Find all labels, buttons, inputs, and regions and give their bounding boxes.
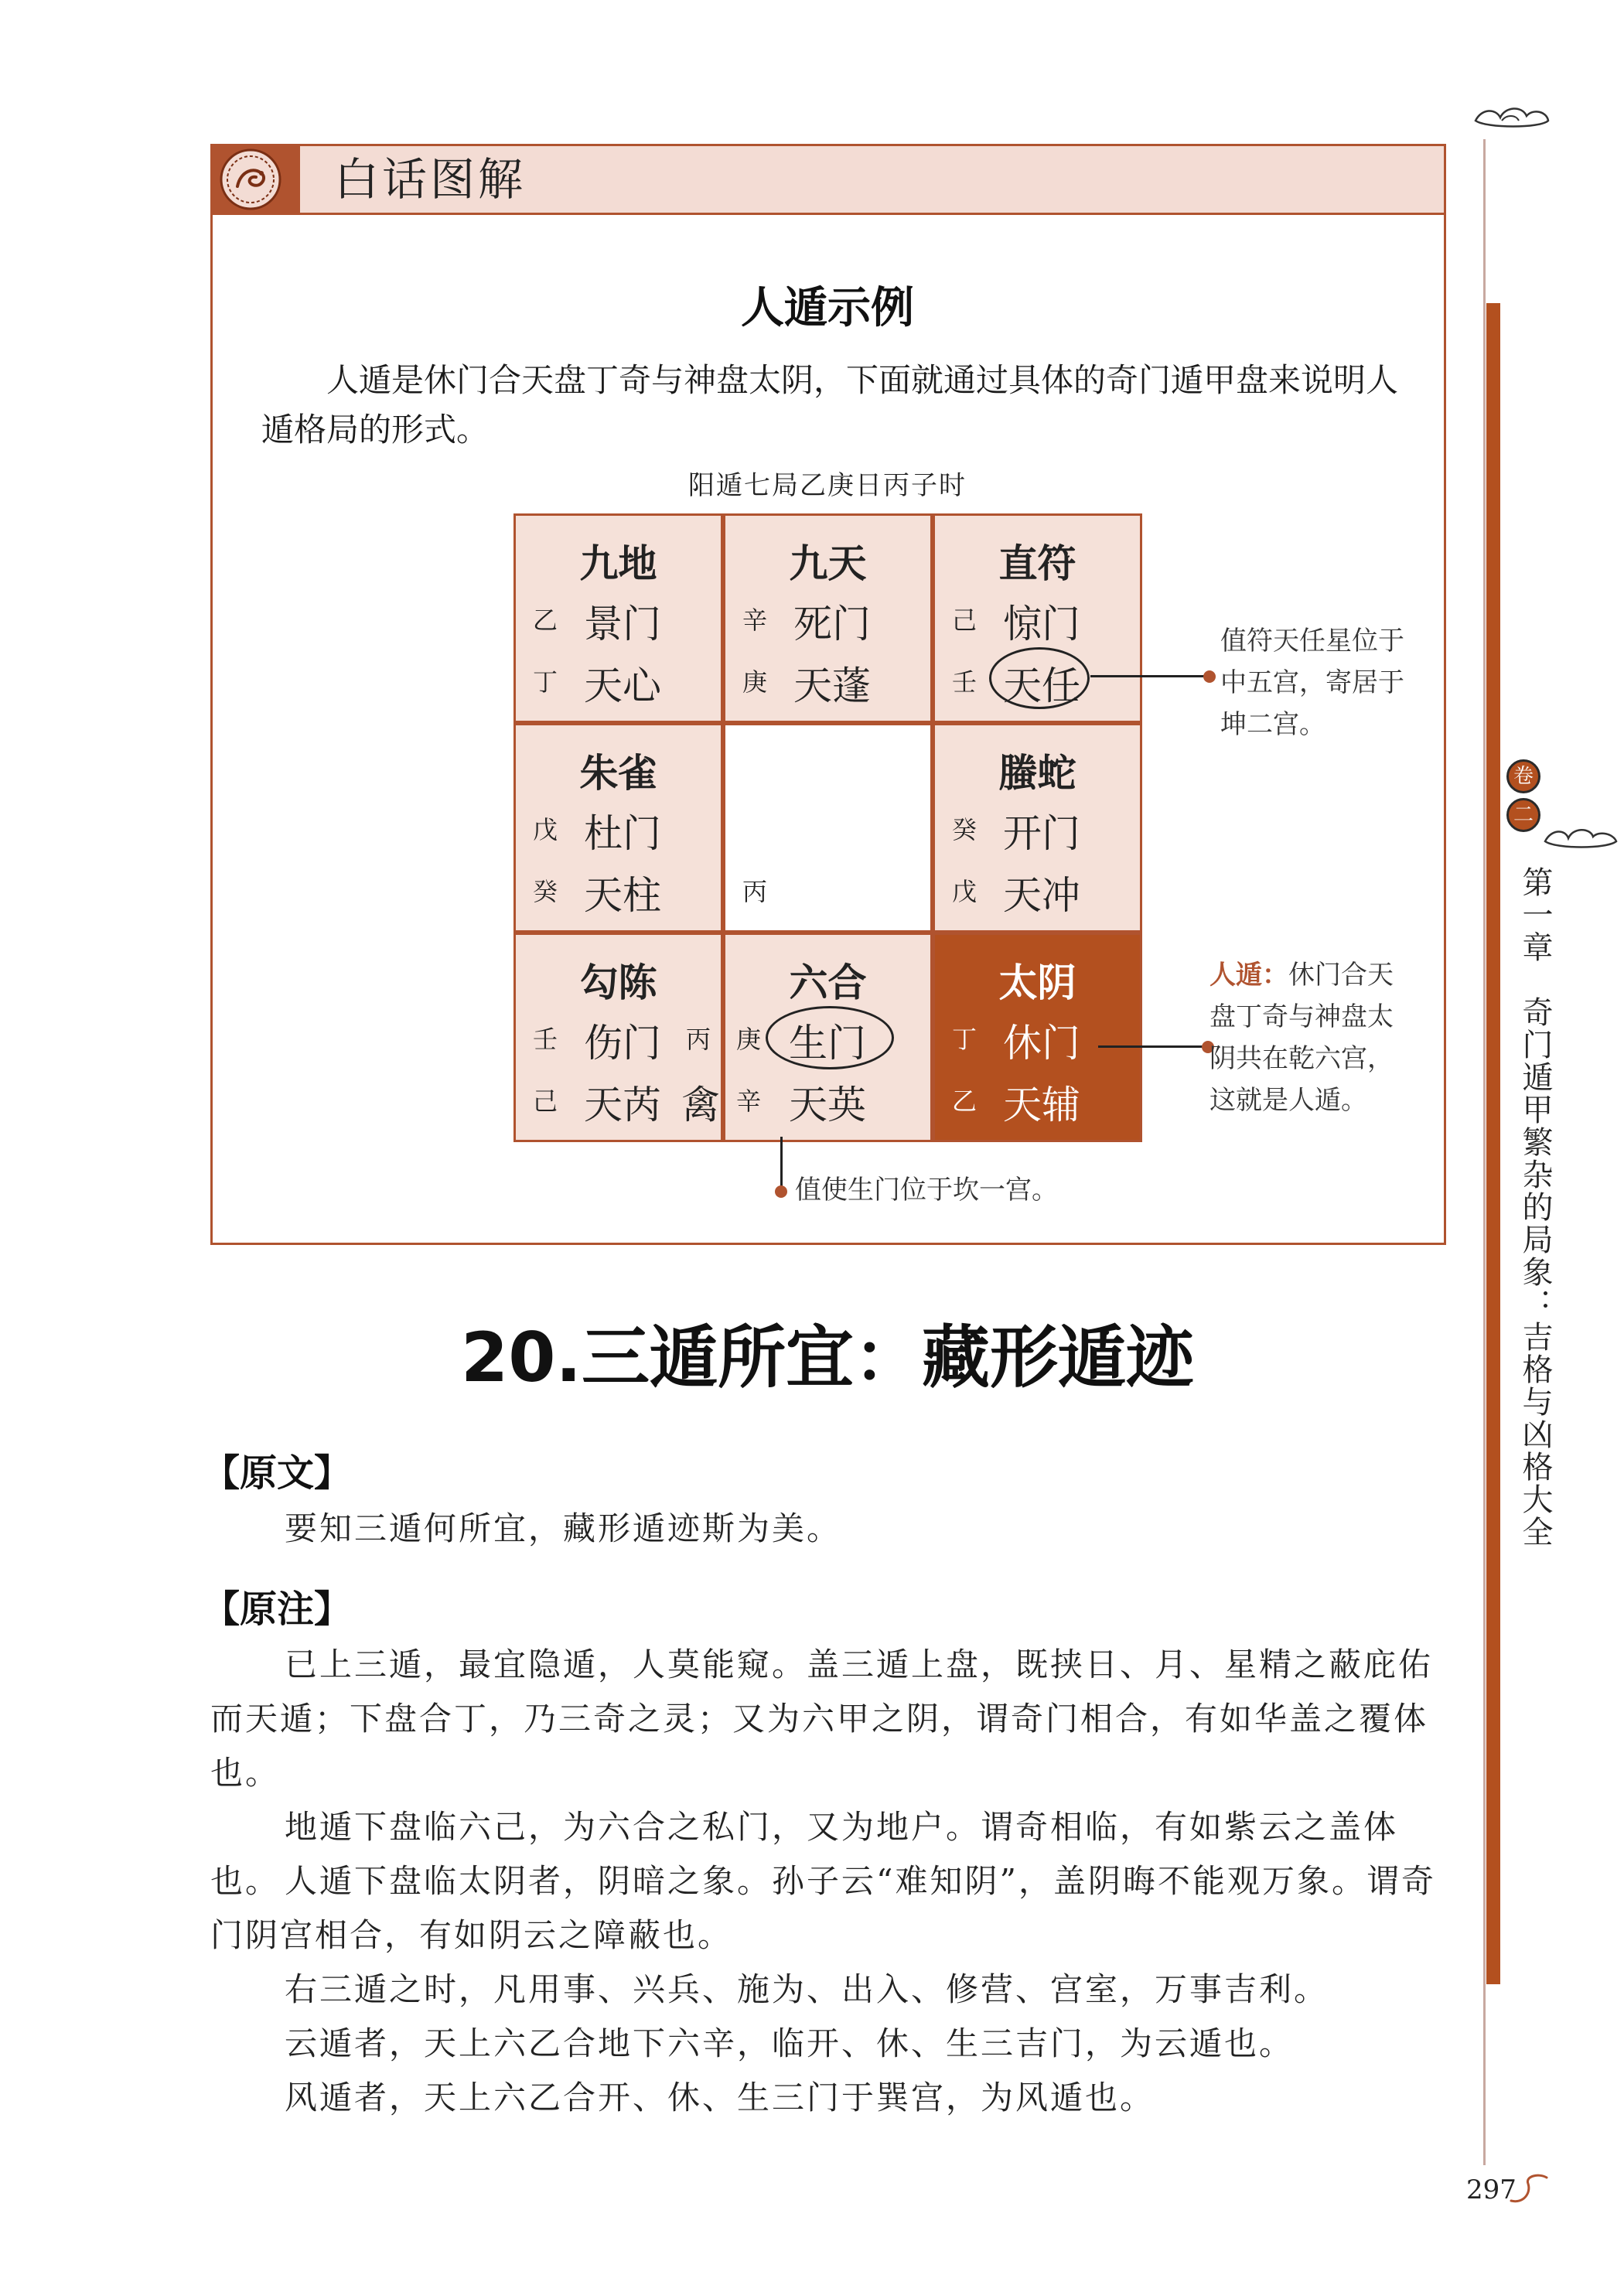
annotation-paragraph: 右三遁之时，凡用事、兴兵、施为、出入、修营、宫室，万事吉利。: [285, 1970, 1329, 2008]
highlight-circle: [766, 1006, 894, 1069]
box-title: 人遁示例: [741, 283, 914, 333]
box-intro-text: 人遁是休门合天盘丁奇与神盘太阴，下面就通过具体的奇门遁甲盘来说明人遁格局的形式。: [261, 361, 1399, 449]
palace-star: 天英: [789, 1083, 866, 1127]
annotation-paragraph: 风遁者，天上六乙合开、休、生三门于巽宫，为风遁也。: [285, 2079, 1155, 2116]
earth-stem: 癸: [533, 877, 558, 906]
palace-star: 天心: [584, 663, 661, 708]
annotation-paragraph: 地遁下盘临六己，为六合之私门，又为地户。谓奇相临，有如紫云之盖体也。: [210, 1808, 1399, 1900]
annotation-paragraph: 人遁下盘临太阴者，阴暗之象。孙子云“难知阴”，盖阴晦不能观万象。谓奇门阴宫相合，有如阴云之障蔽也。: [210, 1862, 1436, 1954]
center-palace-cell: [723, 723, 933, 933]
palace-door: 生门: [789, 1021, 866, 1066]
annotation-paragraph: 已上三遁，最宜隐遁，人莫能窥。盖三遁上盘，既挟日、月、星精之蔽庇佑而天遁；下盘合丁，乃三奇之灵；又为六甲之阴，谓奇门相合，有如华盖之覆体也。: [210, 1646, 1434, 1792]
earth-stem: 戊: [952, 877, 977, 906]
palace-cell: [933, 513, 1142, 723]
palace-door: 杜门: [584, 811, 661, 856]
palace-cell: [723, 513, 933, 723]
palace-cell: [513, 723, 723, 933]
note-zhishi: 值使生门位于坎一宫。: [795, 1175, 1058, 1206]
cloud-ornament-icon: [1471, 97, 1556, 136]
note-label: 人遁：: [1209, 960, 1288, 991]
heaven-stem: 癸: [952, 815, 977, 844]
callout-dot: [1203, 670, 1216, 683]
dragon-emblem-icon: [219, 148, 282, 211]
palace-god: 太阴: [998, 960, 1076, 1005]
cloud-ornament-icon: [1542, 820, 1619, 854]
heaven-stem: 壬: [533, 1025, 558, 1054]
palace-door: 惊门: [1003, 602, 1080, 646]
palace-star: 天蓬: [793, 663, 871, 708]
note-line: 这就是人遁。: [1209, 1085, 1367, 1116]
palace-door: 景门: [584, 602, 661, 646]
heaven-stem: 乙: [533, 605, 558, 635]
page-number: 297: [1466, 2174, 1517, 2205]
palace-god: 六合: [789, 960, 867, 1005]
callout-line: [1098, 1045, 1206, 1048]
note-line: 值符天任星位于: [1220, 626, 1404, 657]
chart-caption: 阳遁七局乙庚日丙子时: [688, 470, 967, 501]
earth-stem: 丙: [742, 877, 768, 906]
label-yuanwen: 【原文】: [203, 1451, 352, 1495]
qimen-palace-grid: [513, 513, 1142, 1142]
palace-star: 天辅: [1003, 1083, 1080, 1127]
extra-star: 禽: [681, 1083, 720, 1127]
extra-stem: 丙: [686, 1025, 711, 1054]
note-line: 中五宫，寄居于: [1220, 667, 1404, 698]
heaven-stem: 辛: [742, 605, 768, 635]
label-yuanzhu: 【原注】: [203, 1588, 352, 1631]
palace-cell: [513, 933, 723, 1142]
heaven-stem: 庚: [736, 1025, 762, 1054]
volume-number-badge: 二: [1506, 798, 1540, 832]
earth-stem: 丁: [533, 667, 558, 697]
page-swirl-icon: [1508, 2170, 1554, 2208]
callout-line: [1090, 675, 1208, 677]
heaven-stem: 己: [952, 605, 977, 635]
yuanwen-text: 要知三遁何所宜，藏形遁迹斯为美。: [285, 1509, 842, 1547]
palace-god: 勾陈: [579, 960, 657, 1005]
palace-cell: [723, 933, 933, 1142]
palace-god: 九天: [789, 541, 867, 586]
earth-stem: 己: [533, 1086, 558, 1116]
palace-door: 死门: [793, 602, 871, 646]
note-line: 阴共在乾六宫，: [1209, 1043, 1394, 1074]
palace-cell-highlighted: [933, 933, 1142, 1142]
palace-door: 伤门: [584, 1021, 661, 1066]
earth-stem: 庚: [742, 667, 768, 697]
palace-star: 天柱: [584, 873, 661, 918]
box-header-title: 白话图解: [334, 153, 527, 206]
palace-star: 天芮: [584, 1083, 661, 1127]
volume-badge: 卷: [1506, 759, 1540, 793]
earth-stem: 辛: [736, 1086, 762, 1116]
callout-line: [780, 1137, 783, 1191]
note-line: 坤二宫。: [1220, 709, 1325, 740]
palace-door: 休门: [1003, 1021, 1080, 1066]
palace-god: 螣蛇: [998, 751, 1076, 796]
section-title: 20.三遁所宜：藏形遁迹: [461, 1318, 1194, 1397]
palace-star: 天任: [1003, 663, 1080, 708]
palace-god: 朱雀: [579, 751, 657, 796]
palace-cell: [513, 513, 723, 723]
heaven-stem: 戊: [533, 815, 558, 844]
palace-star: 天冲: [1003, 873, 1080, 918]
palace-god: 九地: [579, 541, 657, 586]
callout-dot: [775, 1185, 787, 1198]
note-line: 人遁：休门合天: [1209, 960, 1394, 991]
heaven-stem: 丁: [952, 1025, 977, 1054]
chapter-running-title: 第一章 奇门遁甲繁杂的局象：吉格与凶格大全: [1517, 866, 1553, 1548]
earth-stem: 壬: [952, 667, 977, 697]
palace-door: 开门: [1003, 811, 1080, 856]
palace-cell: [933, 723, 1142, 933]
margin-color-bar: [1486, 303, 1500, 1984]
palace-god: 直符: [998, 541, 1076, 586]
note-rendun: [1209, 954, 1394, 1121]
note-line: 盘丁奇与神盘太: [1209, 1001, 1394, 1032]
margin-rule: [1483, 139, 1486, 2165]
earth-stem: 乙: [952, 1086, 977, 1116]
note-zhifu: [1220, 620, 1404, 745]
annotation-paragraph: 云遁者，天上六乙合地下六辛，临开、休、生三吉门，为云遁也。: [285, 2024, 1295, 2062]
highlight-circle: [989, 647, 1090, 709]
